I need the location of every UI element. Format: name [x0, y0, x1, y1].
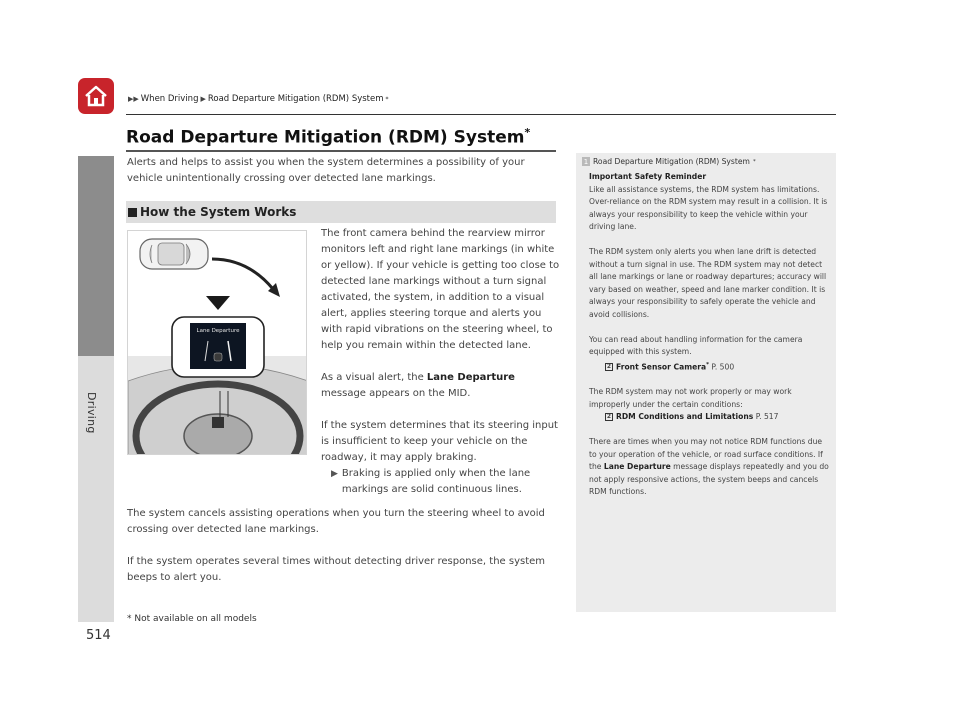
breadcrumb-asterisk: *: [385, 95, 389, 103]
chapter-label: Driving: [85, 392, 98, 434]
page-title: [126, 126, 530, 148]
sidebar-paragraph: Over-reliance on the RDM system may result in a collision. It is always your responsibility to keep the vehicle within your driving lane.: [589, 197, 828, 231]
page-ref-icon: 2: [606, 362, 612, 370]
page-ref-icon: 2: [606, 412, 612, 420]
sidebar-asterisk: *: [752, 158, 756, 165]
body-text: [321, 226, 561, 498]
body-paragraph: The system cancels assisting operations when you turn the steering wheel to avoid crossing over detected lane markings.: [127, 508, 545, 535]
home-button[interactable]: [78, 78, 114, 114]
sidebar-paragraph: Like all assistance systems, the RDM system has limitations.: [589, 184, 820, 194]
safety-reminder-title: Important Safety Reminder: [589, 172, 707, 181]
section-square-icon: [128, 208, 137, 217]
sidebar-paragraph: [589, 436, 830, 499]
ref-page: P. 517: [753, 412, 779, 422]
sidebar-paragraph: You can read about handling information for the camera equipped with this system.: [589, 334, 803, 356]
sidebar-ref-front-camera[interactable]: [589, 359, 830, 374]
lane-departure-label: Lane Departure: [603, 462, 671, 472]
braking-note: [321, 466, 561, 498]
intro-text: Alerts and helps to assist you when the system determines a possibility of your vehicle unintentionally crossing over detected lane markings.: [127, 157, 525, 184]
car-top-view: [140, 239, 208, 269]
body-paragraph: If the system operates several times without detecting driver response, the system beeps to alert you.: [127, 556, 546, 583]
sidebar-header: [582, 157, 830, 166]
title-rule: [126, 150, 556, 152]
lane-departure-label: Lane Departure: [426, 372, 515, 383]
sidebar-text-span: There are times when you may not notice RDM functions due to your operation of the vehicle, or road surface conditions. If the: [589, 437, 823, 472]
header-rule: [126, 114, 836, 115]
sidebar-text-span: message displays repeatedly and you do not apply responsive actions, the system beeps and cancels RDM functions.: [589, 462, 829, 497]
breadcrumb-arrow-icon: ▶▶: [128, 95, 139, 103]
sidebar-number-badge: 1: [583, 157, 589, 166]
ref-label: RDM Conditions and Limitations: [616, 412, 754, 422]
page-title-text: Road Departure Mitigation (RDM) System: [126, 127, 525, 148]
note-text: Braking is applied only when the lane markings are solid continuous lines.: [341, 468, 531, 495]
note-arrow-icon: ▶: [331, 469, 338, 479]
sidebar-content: [582, 171, 830, 499]
body-text-span: As a visual alert, the: [321, 372, 427, 383]
ref-label: Front Sensor Camera: [616, 362, 707, 372]
sidebar-ref-rdm-conditions[interactable]: [589, 411, 830, 424]
rdm-illustration-svg: [128, 231, 307, 455]
page-number: 514: [86, 628, 111, 643]
breadcrumb-arrow-icon: ▶: [200, 95, 206, 103]
body-paragraph: If the system determines that its steering input is insufficient to keep your vehicle on the roadway, it may apply braking.: [321, 420, 558, 463]
section-title: How the System Works: [140, 205, 297, 219]
mid-screen-text: Lane Departure: [196, 328, 240, 334]
page-title-asterisk: *: [524, 126, 531, 139]
body-paragraph: [321, 370, 561, 402]
breadcrumb: [128, 94, 389, 104]
breadcrumb-section[interactable]: When Driving: [140, 94, 199, 104]
sidebar-paragraph: The RDM system may not work properly or may work improperly under the certain conditions:: [589, 387, 792, 409]
home-icon: [83, 84, 109, 108]
body-paragraph: The front camera behind the rearview mirror monitors left and right lane markings (in white or yellow). If your vehicle is getting too close to detected lane markings without a turn signal activated, the system, in addition to a visual alert, applies steering torque and alerts you with rapid vibrations on the steering wheel, to help you remain within the detected lane.: [321, 228, 560, 351]
lane-drift-arrow: [212, 259, 273, 289]
sidebar-notes: [576, 153, 836, 612]
section-header: [126, 201, 556, 223]
bottom-text: [127, 506, 557, 602]
footnote: * Not available on all models: [127, 614, 257, 624]
rdm-illustration: [127, 230, 307, 455]
sidebar-title: Road Departure Mitigation (RDM) System: [593, 157, 750, 166]
breadcrumb-page[interactable]: Road Departure Mitigation (RDM) System: [207, 94, 384, 104]
down-arrow-icon: [206, 296, 230, 310]
chapter-tab-active[interactable]: [78, 156, 114, 356]
ref-asterisk: *: [706, 361, 710, 368]
body-text-span: message appears on the MID.: [321, 388, 471, 399]
sidebar-paragraph: The RDM system only alerts you when lane drift is detected without a turn signal in use. The RDM system may not detect all lane markings or lane or roadway departures; accuracy will vary based on weather, speed and lane marker condition. It is always your responsibility to safely operate the vehicle and avoid collisions.: [589, 247, 827, 319]
ref-page: P. 500: [709, 362, 735, 372]
